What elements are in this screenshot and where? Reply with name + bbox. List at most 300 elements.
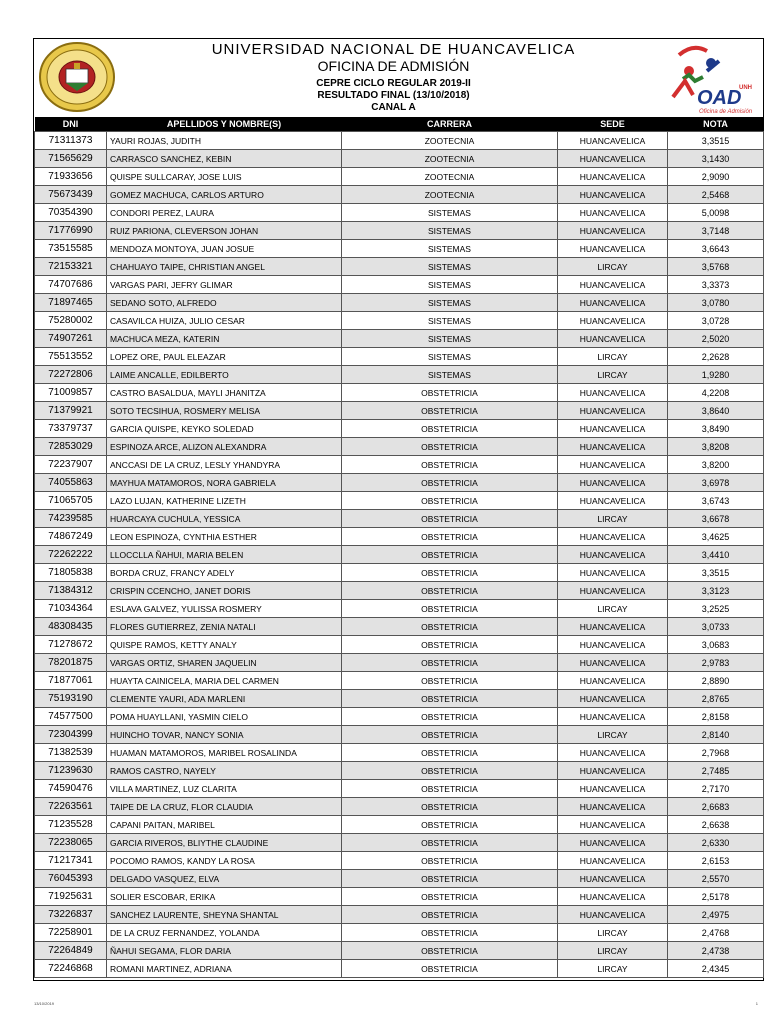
cell-sede: HUANCAVELICA [558,474,668,492]
cell-nota: 2,4345 [668,960,764,978]
table-row [35,150,764,168]
cell-name: SEDANO SOTO, ALFREDO [107,294,342,312]
cell-name: CRISPIN CCENCHO, JANET DORIS [107,582,342,600]
cell-sede: LIRCAY [558,924,668,942]
cell-dni: 72153321 [35,258,107,276]
cell-carrera: OBSTETRICIA [342,798,558,816]
cell-carrera: SISTEMAS [342,366,558,384]
cell-carrera: ZOOTECNIA [342,186,558,204]
cell-nota: 2,4738 [668,942,764,960]
cell-name: SOLIER ESCOBAR, ERIKA [107,888,342,906]
cell-name: FLORES GUTIERREZ, ZENIA NATALI [107,618,342,636]
university-name: UNIVERSIDAD NACIONAL DE HUANCAVELICA [211,41,576,58]
office-name: OFICINA DE ADMISIÓN [317,58,470,74]
cell-dni: 71379921 [35,402,107,420]
cell-name: LOPEZ ORE, PAUL ELEAZAR [107,348,342,366]
cell-nota: 2,4975 [668,906,764,924]
cell-name: QUISPE SULLCARAY, JOSE LUIS [107,168,342,186]
table-row [35,744,764,762]
cell-carrera: SISTEMAS [342,258,558,276]
cell-nota: 2,7968 [668,744,764,762]
cell-carrera: SISTEMAS [342,294,558,312]
table-row [35,726,764,744]
cell-sede: HUANCAVELICA [558,888,668,906]
cell-nota: 2,7170 [668,780,764,798]
table-row [35,906,764,924]
cell-dni: 48308435 [35,618,107,636]
cell-sede: HUANCAVELICA [558,636,668,654]
cell-dni: 71384312 [35,582,107,600]
cell-name: DE LA CRUZ FERNANDEZ, YOLANDA [107,924,342,942]
cell-nota: 2,6638 [668,816,764,834]
cell-dni: 71933656 [35,168,107,186]
cell-nota: 3,8200 [668,456,764,474]
cell-sede: HUANCAVELICA [558,780,668,798]
table-row [35,798,764,816]
cell-dni: 72853029 [35,438,107,456]
cell-dni: 73226837 [35,906,107,924]
cell-nota: 2,6153 [668,852,764,870]
table-row [35,474,764,492]
cell-dni: 72237907 [35,456,107,474]
cell-sede: HUANCAVELICA [558,204,668,222]
cell-sede: HUANCAVELICA [558,906,668,924]
cell-nota: 3,4625 [668,528,764,546]
cell-dni: 72263561 [35,798,107,816]
table-row [35,636,764,654]
cell-name: CASAVILCA HUIZA, JULIO CESAR [107,312,342,330]
cell-dni: 71897465 [35,294,107,312]
table-row [35,204,764,222]
cell-nota: 2,5570 [668,870,764,888]
cell-dni: 71065705 [35,492,107,510]
cell-name: SANCHEZ LAURENTE, SHEYNA SHANTAL [107,906,342,924]
table-row [35,456,764,474]
cell-nota: 3,8490 [668,420,764,438]
cell-dni: 71034364 [35,600,107,618]
cell-sede: HUANCAVELICA [558,312,668,330]
table-body [35,132,764,978]
cell-carrera: OBSTETRICIA [342,852,558,870]
university-seal-icon [38,41,116,113]
cell-dni: 72246868 [35,960,107,978]
cell-carrera: OBSTETRICIA [342,564,558,582]
cell-carrera: OBSTETRICIA [342,582,558,600]
cell-carrera: ZOOTECNIA [342,150,558,168]
table-row [35,348,764,366]
cell-dni: 71311373 [35,132,107,150]
cell-sede: HUANCAVELICA [558,618,668,636]
cell-sede: HUANCAVELICA [558,546,668,564]
cell-dni: 73379737 [35,420,107,438]
cell-nota: 3,5768 [668,258,764,276]
table-row [35,222,764,240]
table-row [35,258,764,276]
cell-nota: 3,1430 [668,150,764,168]
cell-dni: 71217341 [35,852,107,870]
cell-name: ÑAHUI SEGAMA, FLOR DARIA [107,942,342,960]
cell-nota: 3,3373 [668,276,764,294]
table-row [35,780,764,798]
cell-sede: HUANCAVELICA [558,690,668,708]
cell-carrera: OBSTETRICIA [342,510,558,528]
cell-carrera: OBSTETRICIA [342,834,558,852]
cell-name: CAPANI PAITAN, MARIBEL [107,816,342,834]
table-row [35,834,764,852]
cell-sede: HUANCAVELICA [558,852,668,870]
table-row [35,654,764,672]
cell-dni: 74707686 [35,276,107,294]
cell-name: DELGADO VASQUEZ, ELVA [107,870,342,888]
cell-dni: 74867249 [35,528,107,546]
cell-name: RAMOS CASTRO, NAYELY [107,762,342,780]
col-sede: SEDE [558,117,668,132]
cell-nota: 2,4768 [668,924,764,942]
cell-carrera: SISTEMAS [342,330,558,348]
cell-carrera: SISTEMAS [342,240,558,258]
cell-sede: LIRCAY [558,366,668,384]
cell-name: SOTO TECSIHUA, ROSMERY MELISA [107,402,342,420]
cell-carrera: OBSTETRICIA [342,654,558,672]
cell-name: ROMANI MARTINEZ, ADRIANA [107,960,342,978]
table-row [35,492,764,510]
document-header [34,39,763,117]
cell-carrera: OBSTETRICIA [342,402,558,420]
cell-carrera: OBSTETRICIA [342,384,558,402]
cell-sede: LIRCAY [558,726,668,744]
cell-name: QUISPE RAMOS, KETTY ANALY [107,636,342,654]
table-row [35,528,764,546]
cell-nota: 5,0098 [668,204,764,222]
footer-page-number: 1 [755,1001,758,1006]
table-row [35,168,764,186]
cell-name: GARCIA QUISPE, KEYKO SOLEDAD [107,420,342,438]
cell-carrera: OBSTETRICIA [342,816,558,834]
cell-carrera: OBSTETRICIA [342,528,558,546]
cell-carrera: OBSTETRICIA [342,420,558,438]
table-row [35,438,764,456]
cell-nota: 2,2628 [668,348,764,366]
cell-nota: 2,5468 [668,186,764,204]
cell-name: POCOMO RAMOS, KANDY LA ROSA [107,852,342,870]
cell-name: TAIPE DE LA CRUZ, FLOR CLAUDIA [107,798,342,816]
cell-carrera: OBSTETRICIA [342,672,558,690]
cell-nota: 2,7485 [668,762,764,780]
table-row [35,618,764,636]
cell-dni: 76045393 [35,870,107,888]
cell-dni: 74590476 [35,780,107,798]
table-row [35,510,764,528]
cell-name: YAURI ROJAS, JUDITH [107,132,342,150]
results-sheet [33,38,764,981]
cell-name: CASTRO BASALDUA, MAYLI JHANITZA [107,384,342,402]
table-row [35,186,764,204]
cell-dni: 72262222 [35,546,107,564]
cell-sede: HUANCAVELICA [558,294,668,312]
cell-carrera: ZOOTECNIA [342,132,558,150]
table-row [35,888,764,906]
cell-sede: HUANCAVELICA [558,834,668,852]
cell-nota: 2,6330 [668,834,764,852]
cell-nota: 3,6643 [668,240,764,258]
cell-dni: 71382539 [35,744,107,762]
table-row [35,366,764,384]
table-row [35,690,764,708]
cell-nota: 3,3515 [668,132,764,150]
table-row [35,960,764,978]
cell-sede: HUANCAVELICA [558,456,668,474]
table-row [35,924,764,942]
cell-nota: 3,6743 [668,492,764,510]
cell-name: VARGAS ORTIZ, SHAREN JAQUELIN [107,654,342,672]
table-header-row [35,117,764,132]
cell-dni: 71278672 [35,636,107,654]
cell-nota: 3,0683 [668,636,764,654]
oad-logo-text: OAD [697,87,742,109]
col-dni: DNI [35,117,107,132]
canal-label: CANAL A [371,102,416,113]
cell-sede: LIRCAY [558,942,668,960]
table-row [35,672,764,690]
cell-sede: LIRCAY [558,960,668,978]
cell-carrera: OBSTETRICIA [342,726,558,744]
cell-carrera: OBSTETRICIA [342,690,558,708]
cell-dni: 75673439 [35,186,107,204]
cell-name: GOMEZ MACHUCA, CARLOS ARTURO [107,186,342,204]
table-row [35,330,764,348]
cell-name: HUAMAN MATAMOROS, MARIBEL ROSALINDA [107,744,342,762]
table-row [35,294,764,312]
table-row [35,384,764,402]
cell-nota: 2,8140 [668,726,764,744]
cell-sede: LIRCAY [558,348,668,366]
cell-dni: 71235528 [35,816,107,834]
cell-dni: 75280002 [35,312,107,330]
cell-sede: HUANCAVELICA [558,528,668,546]
cell-carrera: OBSTETRICIA [342,708,558,726]
table-row [35,852,764,870]
cell-nota: 3,3123 [668,582,764,600]
cell-sede: LIRCAY [558,258,668,276]
cell-nota: 3,8208 [668,438,764,456]
cell-name: MAYHUA MATAMOROS, NORA GABRIELA [107,474,342,492]
cell-sede: HUANCAVELICA [558,816,668,834]
cell-sede: HUANCAVELICA [558,870,668,888]
cell-name: VILLA MARTINEZ, LUZ CLARITA [107,780,342,798]
cell-sede: HUANCAVELICA [558,420,668,438]
cell-dni: 71009857 [35,384,107,402]
cell-sede: HUANCAVELICA [558,744,668,762]
cell-carrera: SISTEMAS [342,312,558,330]
cell-sede: HUANCAVELICA [558,150,668,168]
table-row [35,708,764,726]
cell-name: HUARCAYA CUCHULA, YESSICA [107,510,342,528]
cell-carrera: OBSTETRICIA [342,600,558,618]
cell-carrera: SISTEMAS [342,222,558,240]
cell-name: ESPINOZA ARCE, ALIZON ALEXANDRA [107,438,342,456]
table-row [35,582,764,600]
cell-dni: 74239585 [35,510,107,528]
cell-sede: HUANCAVELICA [558,186,668,204]
cell-name: LEON ESPINOZA, CYNTHIA ESTHER [107,528,342,546]
cell-sede: HUANCAVELICA [558,168,668,186]
cell-nota: 3,0733 [668,618,764,636]
cell-name: CHAHUAYO TAIPE, CHRISTIAN ANGEL [107,258,342,276]
cell-nota: 2,8765 [668,690,764,708]
cell-sede: HUANCAVELICA [558,492,668,510]
table-row [35,816,764,834]
cell-name: RUIZ PARIONA, CLEVERSON JOHAN [107,222,342,240]
table-row [35,312,764,330]
cell-dni: 75513552 [35,348,107,366]
results-table [34,117,764,978]
table-row [35,276,764,294]
cell-dni: 74907261 [35,330,107,348]
table-row [35,132,764,150]
table-row [35,546,764,564]
cell-dni: 78201875 [35,654,107,672]
cell-name: BORDA CRUZ, FRANCY ADELY [107,564,342,582]
cell-carrera: OBSTETRICIA [342,888,558,906]
cell-dni: 72304399 [35,726,107,744]
cell-carrera: OBSTETRICIA [342,870,558,888]
cell-dni: 71565629 [35,150,107,168]
cell-sede: HUANCAVELICA [558,132,668,150]
unh-logo-text: UNH [739,85,752,91]
cell-sede: HUANCAVELICA [558,384,668,402]
col-name: APELLIDOS Y NOMBRE(S) [107,117,342,132]
cell-dni: 71925631 [35,888,107,906]
cell-name: ANCCASI DE LA CRUZ, LESLY YHANDYRA [107,456,342,474]
cell-carrera: OBSTETRICIA [342,456,558,474]
cell-nota: 2,5178 [668,888,764,906]
cell-nota: 2,9090 [668,168,764,186]
cell-carrera: OBSTETRICIA [342,474,558,492]
cell-dni: 74577500 [35,708,107,726]
cell-dni: 75193190 [35,690,107,708]
cell-sede: HUANCAVELICA [558,564,668,582]
cell-dni: 72272806 [35,366,107,384]
cell-dni: 72238065 [35,834,107,852]
table-row [35,564,764,582]
cell-carrera: OBSTETRICIA [342,618,558,636]
cell-nota: 3,3515 [668,564,764,582]
cell-nota: 2,5020 [668,330,764,348]
cell-name: CONDORI PEREZ, LAURA [107,204,342,222]
cell-name: LAIME ANCALLE, EDILBERTO [107,366,342,384]
cell-carrera: SISTEMAS [342,204,558,222]
cell-carrera: OBSTETRICIA [342,780,558,798]
table-row [35,420,764,438]
cell-nota: 3,0728 [668,312,764,330]
cell-nota: 2,6683 [668,798,764,816]
cell-carrera: OBSTETRICIA [342,906,558,924]
cell-dni: 71805838 [35,564,107,582]
cell-nota: 3,6978 [668,474,764,492]
cell-dni: 71776990 [35,222,107,240]
table-row [35,402,764,420]
cell-nota: 3,4410 [668,546,764,564]
cell-nota: 3,0780 [668,294,764,312]
cell-name: MENDOZA MONTOYA, JUAN JOSUE [107,240,342,258]
cell-carrera: OBSTETRICIA [342,924,558,942]
cell-dni: 74055863 [35,474,107,492]
oad-subtitle: Oficina de Admisión [699,109,753,115]
table-row [35,762,764,780]
cell-carrera: OBSTETRICIA [342,942,558,960]
cell-nota: 3,2525 [668,600,764,618]
cell-dni: 71877061 [35,672,107,690]
cell-name: HUAYTA CAINICELA, MARIA DEL CARMEN [107,672,342,690]
table-row [35,870,764,888]
cell-sede: HUANCAVELICA [558,222,668,240]
cell-sede: HUANCAVELICA [558,672,668,690]
cell-name: CARRASCO SANCHEZ, KEBIN [107,150,342,168]
cell-name: ESLAVA GALVEZ, YULISSA ROSMERY [107,600,342,618]
cell-sede: HUANCAVELICA [558,240,668,258]
cell-carrera: OBSTETRICIA [342,492,558,510]
cell-carrera: OBSTETRICIA [342,762,558,780]
cell-sede: HUANCAVELICA [558,654,668,672]
cell-sede: HUANCAVELICA [558,798,668,816]
cell-nota: 3,8640 [668,402,764,420]
exam-name: CEPRE CICLO REGULAR 2019-II [316,78,471,89]
cell-nota: 2,8890 [668,672,764,690]
cell-sede: HUANCAVELICA [558,276,668,294]
cell-carrera: OBSTETRICIA [342,546,558,564]
cell-carrera: SISTEMAS [342,276,558,294]
cell-nota: 2,9783 [668,654,764,672]
col-carrera: CARRERA [342,117,558,132]
cell-sede: HUANCAVELICA [558,582,668,600]
cell-sede: LIRCAY [558,510,668,528]
cell-carrera: SISTEMAS [342,348,558,366]
cell-name: MACHUCA MEZA, KATERIN [107,330,342,348]
table-row [35,942,764,960]
cell-name: GARCIA RIVEROS, BLIYTHE CLAUDINE [107,834,342,852]
cell-name: VARGAS PARI, JEFRY GLIMAR [107,276,342,294]
col-nota: NOTA [668,117,764,132]
footer-date: 13/10/2019 [34,1001,55,1006]
cell-carrera: OBSTETRICIA [342,744,558,762]
cell-dni: 72264849 [35,942,107,960]
cell-sede: HUANCAVELICA [558,762,668,780]
cell-dni: 73515585 [35,240,107,258]
cell-nota: 4,2208 [668,384,764,402]
cell-dni: 70354390 [35,204,107,222]
cell-name: CLEMENTE YAURI, ADA MARLENI [107,690,342,708]
cell-nota: 1,9280 [668,366,764,384]
cell-carrera: OBSTETRICIA [342,438,558,456]
oad-logo-icon [659,41,755,115]
cell-sede: HUANCAVELICA [558,438,668,456]
cell-nota: 3,6678 [668,510,764,528]
table-row [35,600,764,618]
cell-sede: HUANCAVELICA [558,330,668,348]
cell-dni: 72258901 [35,924,107,942]
cell-sede: LIRCAY [558,600,668,618]
cell-carrera: OBSTETRICIA [342,960,558,978]
cell-carrera: OBSTETRICIA [342,636,558,654]
cell-name: HUINCHO TOVAR, NANCY SONIA [107,726,342,744]
cell-nota: 2,8158 [668,708,764,726]
result-title: RESULTADO FINAL (13/10/2018) [317,90,470,101]
cell-name: LAZO LUJAN, KATHERINE LIZETH [107,492,342,510]
table-row [35,240,764,258]
cell-sede: HUANCAVELICA [558,708,668,726]
cell-carrera: ZOOTECNIA [342,168,558,186]
cell-name: LLOCCLLA ÑAHUI, MARIA BELEN [107,546,342,564]
